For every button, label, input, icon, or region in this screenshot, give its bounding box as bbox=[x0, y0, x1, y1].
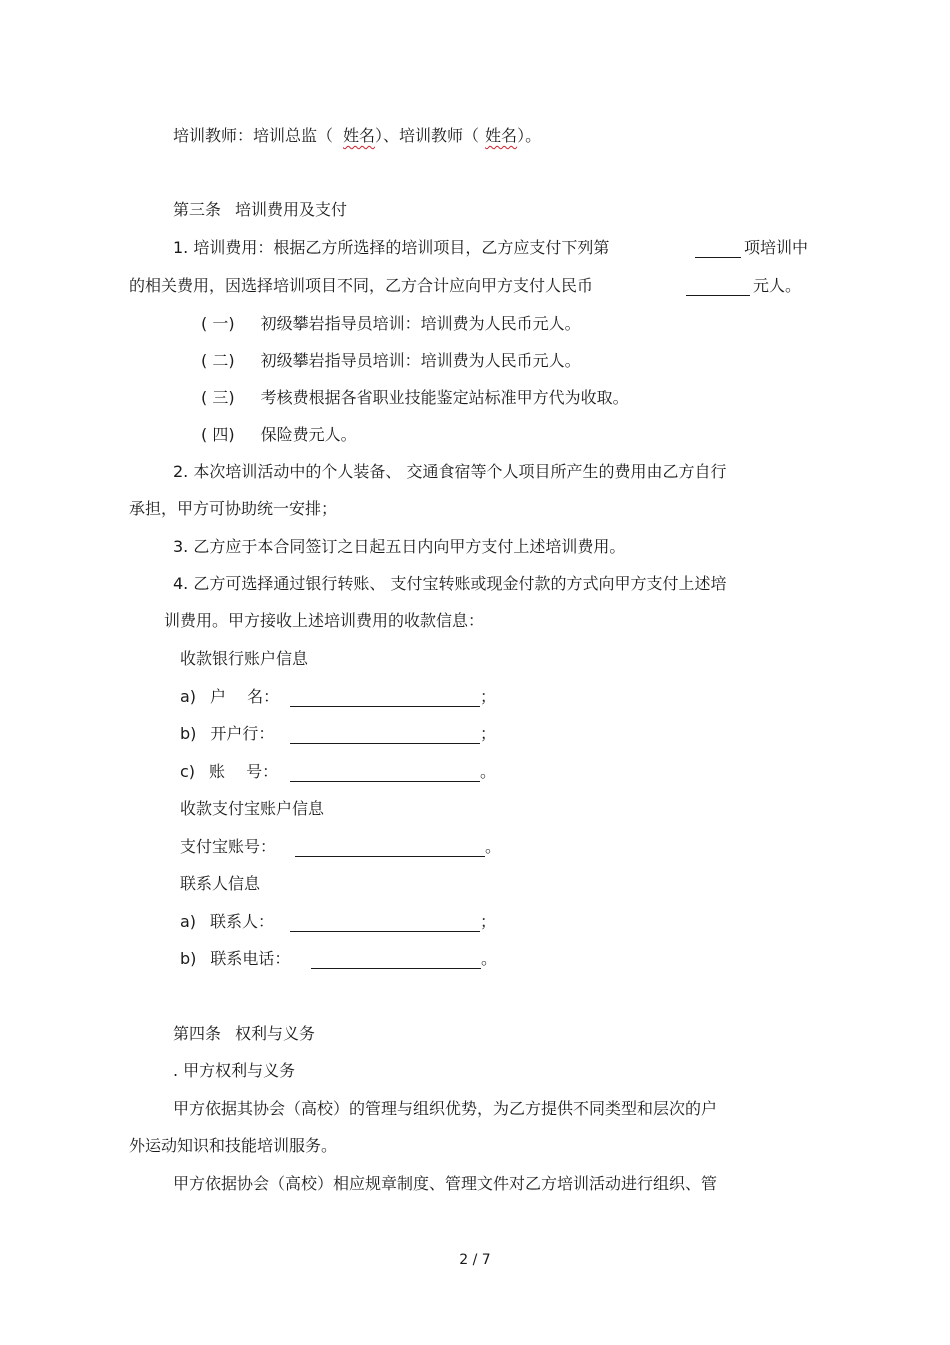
trainers-suffix: ）。 bbox=[517, 126, 542, 145]
bank-account-name-row bbox=[180, 686, 279, 708]
article-4-subheading bbox=[173, 1060, 295, 1082]
trainer-name-1: 姓名 bbox=[343, 126, 376, 145]
contact-phone-row bbox=[180, 948, 290, 970]
fee-item-1-number: ( 一) bbox=[201, 314, 235, 333]
fee-para-4-line-2 bbox=[164, 610, 484, 632]
fee-para-2-text-a: 2. 本次培训活动中的个人装备、 交通食宿等个人项目所产生的费用由乙方自行 bbox=[173, 462, 727, 481]
total-amount-blank bbox=[686, 278, 750, 296]
alipay-info-title bbox=[180, 798, 324, 820]
fee-para-4-text-b: 训费用。甲方接收上述培训费用的收款信息： bbox=[164, 611, 485, 630]
bank-row-c-label: 账 号： bbox=[209, 762, 279, 781]
bank-row-a-end-mark: ； bbox=[480, 687, 497, 706]
fee-para-2-text-b: 承担，甲方可协助统一安排； bbox=[129, 499, 338, 518]
project-number-blank bbox=[695, 240, 741, 258]
article-4-title: 权利与义务 bbox=[235, 1024, 316, 1043]
fee-para-4-text-a: 4. 乙方可选择通过银行转账、 支付宝转账或现金付款的方式向甲方支付上述培 bbox=[173, 574, 727, 593]
article-4-subheading-text: . 甲方权利与义务 bbox=[173, 1061, 296, 1080]
trainer-name-2: 姓名 bbox=[485, 126, 518, 145]
alipay-account-blank bbox=[295, 839, 485, 857]
rights-para-1-line-1 bbox=[173, 1098, 717, 1120]
fee-para-2-line-2 bbox=[129, 498, 337, 520]
alipay-info-title-text: 收款支付宝账户信息 bbox=[180, 799, 325, 818]
bank-branch-blank bbox=[290, 726, 480, 744]
fee-item-2 bbox=[201, 350, 581, 372]
fee-item-4 bbox=[201, 424, 357, 446]
page-number: 2 / 7 bbox=[459, 1252, 491, 1268]
trainers-line bbox=[173, 125, 541, 147]
alipay-account-label: 支付宝账号： bbox=[180, 837, 277, 856]
alipay-row-end bbox=[485, 836, 501, 858]
article-4-number: 第四条 bbox=[173, 1024, 222, 1043]
contact-phone-blank bbox=[311, 951, 481, 969]
contact-row-a-end-mark: ； bbox=[480, 912, 497, 931]
bank-row-b-letter: b) bbox=[180, 724, 197, 743]
fee-para-1-text-c: 的相关费用，因选择培训项目不同，乙方合计应向甲方支付人民币 bbox=[129, 276, 594, 295]
bank-account-number-row bbox=[180, 761, 278, 783]
rights-para-2-text: 甲方依据协会（高校）相应规章制度、管理文件对乙方培训活动进行组织、管 bbox=[173, 1174, 718, 1193]
article-3-title: 培训费用及支付 bbox=[235, 200, 348, 219]
contact-person-row bbox=[180, 911, 274, 933]
fee-para-3 bbox=[173, 536, 625, 558]
bank-row-c-letter: c) bbox=[180, 762, 196, 781]
fee-item-2-number: ( 二) bbox=[201, 351, 235, 370]
fee-item-2-text: 初级攀岩指导员培训：培训费为人民币元人。 bbox=[260, 351, 581, 370]
fee-para-1-line-2-end bbox=[753, 275, 801, 297]
trainers-mid: ）、培训教师（ bbox=[375, 126, 480, 145]
alipay-row-end-mark: 。 bbox=[485, 837, 502, 856]
contact-info-title bbox=[180, 873, 260, 895]
contact-row-b-end bbox=[481, 948, 497, 970]
bank-row-a-letter: a) bbox=[180, 687, 197, 706]
contact-person-blank bbox=[290, 914, 480, 932]
bank-row-c-end-mark: 。 bbox=[480, 762, 497, 781]
bank-account-name-blank bbox=[290, 689, 480, 707]
fee-para-1-text-b: 项培训中 bbox=[744, 238, 809, 257]
fee-item-1 bbox=[201, 313, 581, 335]
contact-row-a-label: 联系人： bbox=[210, 912, 275, 931]
bank-row-c-end bbox=[480, 761, 496, 783]
fee-item-3-text: 考核费根据各省职业技能鉴定站标准甲方代为收取。 bbox=[260, 388, 629, 407]
fee-para-4-line-1 bbox=[173, 573, 726, 595]
contact-row-a-letter: a) bbox=[180, 912, 197, 931]
rights-para-1-text-b: 外运动知识和技能培训服务。 bbox=[129, 1136, 338, 1155]
bank-row-b-label: 开户行： bbox=[210, 724, 275, 743]
fee-item-3 bbox=[201, 387, 629, 409]
rights-para-1-text-a: 甲方依据其协会（高校）的管理与组织优势，为乙方提供不同类型和层次的户 bbox=[173, 1099, 718, 1118]
bank-row-a-label: 户 名： bbox=[210, 687, 280, 706]
fee-para-1-line-1-end bbox=[744, 237, 808, 259]
article-4-heading bbox=[173, 1023, 315, 1045]
contact-row-b-label: 联系电话： bbox=[210, 949, 291, 968]
fee-para-1-text-d: 元人。 bbox=[753, 276, 802, 295]
fee-para-2-line-1 bbox=[173, 461, 726, 483]
article-3-heading bbox=[173, 199, 347, 221]
fee-para-1-text-a: 1. 培训费用：根据乙方所选择的培训项目，乙方应支付下列第 bbox=[173, 238, 610, 257]
contact-info-title-text: 联系人信息 bbox=[180, 874, 261, 893]
bank-account-number-blank bbox=[290, 764, 480, 782]
bank-row-b-end-mark: ； bbox=[480, 724, 497, 743]
bank-branch-row bbox=[180, 723, 274, 745]
fee-item-1-text: 初级攀岩指导员培训：培训费为人民币元人。 bbox=[260, 314, 581, 333]
bank-info-title bbox=[180, 648, 308, 670]
trainers-prefix: 培训教师：培训总监（ bbox=[173, 126, 334, 145]
alipay-account-row bbox=[180, 836, 276, 858]
fee-item-4-text: 保险费元人。 bbox=[260, 425, 357, 444]
bank-row-b-end bbox=[480, 723, 496, 745]
contact-row-a-end bbox=[480, 911, 496, 933]
rights-para-1-line-2 bbox=[129, 1135, 337, 1157]
contact-row-b-end-mark: 。 bbox=[481, 949, 498, 968]
bank-info-title-text: 收款银行账户信息 bbox=[180, 649, 309, 668]
fee-para-1-line-1 bbox=[173, 237, 609, 259]
fee-para-3-text: 3. 乙方应于本合同签订之日起五日内向甲方支付上述培训费用。 bbox=[173, 537, 626, 556]
fee-para-1-line-2 bbox=[129, 275, 593, 297]
rights-para-2 bbox=[173, 1173, 717, 1195]
bank-row-a-end bbox=[480, 686, 496, 708]
article-3-number: 第三条 bbox=[173, 200, 222, 219]
fee-item-4-number: ( 四) bbox=[201, 425, 235, 444]
fee-item-3-number: ( 三) bbox=[201, 388, 235, 407]
contact-row-b-letter: b) bbox=[180, 949, 197, 968]
